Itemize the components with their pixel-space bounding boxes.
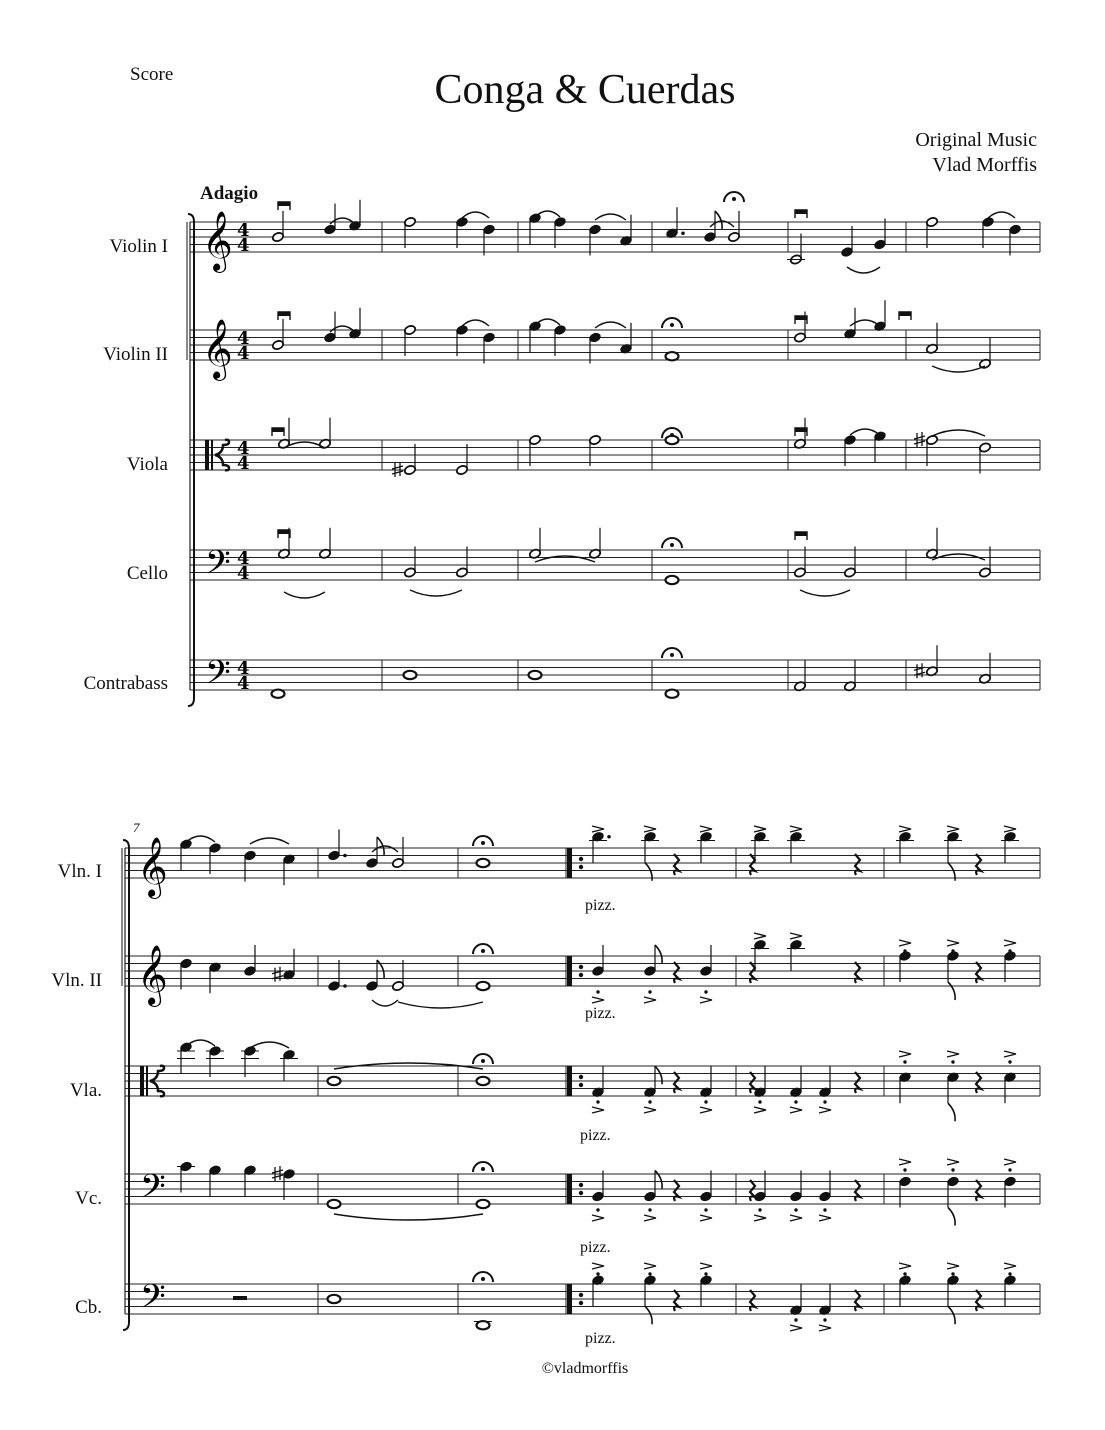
whole-note <box>666 690 679 698</box>
repeat-dot <box>579 1191 583 1195</box>
note-flag <box>655 1171 662 1189</box>
staccato-dot <box>1008 1168 1011 1171</box>
instrument-name-vla: Vla. <box>69 1080 102 1101</box>
fermata-dot <box>670 433 674 437</box>
time-signature-top: 4 <box>237 220 250 241</box>
fermata-dot <box>670 653 674 657</box>
system-bracket <box>123 840 129 1330</box>
slur <box>595 322 626 328</box>
credit-line-1: Original Music <box>915 129 1037 151</box>
downbow-bar <box>278 202 290 206</box>
repeat-dot <box>579 865 583 869</box>
repeat-thick-bar <box>567 956 572 986</box>
bass-clef: 𝄢 <box>205 654 231 700</box>
whole-rest <box>233 1296 247 1300</box>
pizz-label-vln2: pizz. <box>585 1005 616 1022</box>
tempo-marking: Adagio <box>200 183 259 204</box>
instrument-name-vln-2: Vln. II <box>51 970 102 991</box>
downbow-bar <box>795 428 807 432</box>
slur <box>462 212 489 218</box>
accent-mark <box>592 1107 604 1113</box>
accent-mark <box>947 826 959 832</box>
note-flag <box>948 982 955 1000</box>
staccato-dot <box>951 835 954 838</box>
whole-note <box>404 671 417 679</box>
staccato-dot <box>823 1100 826 1103</box>
staccato-dot <box>1008 835 1011 838</box>
time-signature-bottom: 4 <box>237 453 250 474</box>
instrument-name-cello: Cello <box>126 563 168 584</box>
whole-note <box>328 1077 341 1085</box>
time-signature-bottom: 4 <box>237 343 250 364</box>
slur <box>535 556 595 562</box>
quarter-rest <box>674 1072 679 1093</box>
instrument-name-viola: Viola <box>126 454 168 475</box>
accent-mark <box>644 1263 656 1269</box>
downbow-bar <box>795 532 807 536</box>
staccato-dot <box>596 1272 599 1275</box>
downbow-bar <box>795 210 807 214</box>
quarter-rest <box>976 1180 981 1201</box>
staccato-dot <box>823 1208 826 1211</box>
score-label: Score <box>130 64 174 85</box>
accent-mark <box>790 1325 802 1331</box>
repeat-thick-bar <box>567 1284 572 1314</box>
fermata-dot <box>481 1059 485 1063</box>
staccato-dot <box>704 990 707 993</box>
whole-note <box>477 982 490 990</box>
whole-note <box>272 690 285 698</box>
fermata-dot <box>481 1277 485 1281</box>
treble-clef: 𝄞 <box>202 211 233 271</box>
instrument-name-cb: Cb. <box>75 1297 102 1318</box>
measure-number: 7 <box>133 820 140 835</box>
accent-mark <box>947 1051 959 1057</box>
staccato-dot <box>823 1318 826 1321</box>
accent-mark <box>754 933 766 939</box>
staccato-dot <box>648 1100 651 1103</box>
downbow-bar <box>899 312 911 316</box>
repeat-dot <box>579 857 583 861</box>
bass-clef: 𝄢 <box>140 1168 166 1214</box>
staccato-dot <box>1008 949 1011 952</box>
staccato-dot <box>794 942 797 945</box>
repeat-dot <box>579 1075 583 1079</box>
instrument-name-violin-2: Violin II <box>103 344 168 365</box>
accent-mark <box>790 826 802 832</box>
whole-note <box>529 671 542 679</box>
credit-line-2: Vlad Morffis <box>932 154 1037 176</box>
accent-mark <box>947 940 959 946</box>
treble-clef: 𝄞 <box>137 945 168 1005</box>
staccato-dot <box>704 1208 707 1211</box>
bass-clef: 𝄢 <box>140 1278 166 1324</box>
staccato-dot <box>951 1060 954 1063</box>
staccato-dot <box>648 835 651 838</box>
staccato-dot <box>704 1100 707 1103</box>
fermata-dot <box>481 949 485 953</box>
repeat-dot <box>579 1293 583 1297</box>
accent-mark <box>592 997 604 1003</box>
copyright-notice: ©vladmorffis <box>541 1360 629 1377</box>
accent-mark <box>700 1107 712 1113</box>
note-dot <box>681 231 685 235</box>
quarter-rest <box>674 1290 679 1311</box>
page-title: Conga & Cuerdas <box>434 67 736 113</box>
repeat-dot <box>579 1301 583 1305</box>
quarter-rest <box>976 854 981 875</box>
accent-mark <box>899 1051 911 1057</box>
slur <box>372 846 398 852</box>
note-flag <box>645 1306 652 1324</box>
staccato-dot <box>903 835 906 838</box>
slur <box>847 267 880 273</box>
whole-note <box>477 1321 490 1329</box>
staccato-dot <box>648 990 651 993</box>
repeat-thick-bar <box>567 1174 572 1204</box>
repeat-thick-bar <box>567 848 572 878</box>
staccato-dot <box>903 949 906 952</box>
accent-mark <box>819 1215 831 1221</box>
slur <box>284 592 325 598</box>
pizz-label-vln1: pizz. <box>585 897 616 914</box>
accent-mark <box>700 1215 712 1221</box>
note-flag <box>948 1103 955 1121</box>
whole-note <box>666 576 679 584</box>
treble-clef: 𝄞 <box>137 837 168 897</box>
accent-mark <box>899 826 911 832</box>
fermata-dot <box>481 841 485 845</box>
accent-mark <box>899 940 911 946</box>
note-flag <box>948 1306 955 1324</box>
downbow-bar <box>278 312 290 316</box>
quarter-rest <box>674 1180 679 1201</box>
accent-mark <box>1004 1159 1016 1165</box>
accent-mark <box>644 997 656 1003</box>
accent-mark <box>790 1107 802 1113</box>
quarter-rest <box>855 1180 860 1201</box>
fermata-dot <box>481 1167 485 1171</box>
staccato-dot <box>951 1272 954 1275</box>
whole-note <box>477 859 490 867</box>
instrument-name-violin-1: Violin I <box>109 236 168 257</box>
downbow-bar <box>795 316 807 320</box>
time-signature-top: 4 <box>237 658 250 679</box>
accent-mark <box>700 997 712 1003</box>
accent-mark <box>644 826 656 832</box>
alto-clef-bar <box>146 1066 148 1096</box>
whole-note <box>477 1200 490 1208</box>
time-signature-bottom: 4 <box>237 673 250 694</box>
accent-mark <box>899 1159 911 1165</box>
pizz-label-vla: pizz. <box>580 1127 611 1144</box>
whole-note <box>666 436 679 444</box>
slur <box>462 320 489 326</box>
staccato-dot <box>648 1272 651 1275</box>
quarter-rest <box>976 962 981 983</box>
note-flag <box>715 211 722 229</box>
slur <box>398 1002 483 1008</box>
accent-mark <box>754 826 766 832</box>
accent-mark <box>947 1263 959 1269</box>
whole-note <box>328 1295 341 1303</box>
slur <box>850 429 880 435</box>
time-signature-bottom: 4 <box>237 563 250 584</box>
repeat-dot <box>579 965 583 969</box>
whole-note <box>666 352 679 360</box>
staccato-dot <box>596 835 599 838</box>
fermata-dot <box>670 323 674 327</box>
accent-mark <box>1004 826 1016 832</box>
quarter-rest <box>976 1072 981 1093</box>
staccato-dot <box>903 1272 906 1275</box>
staccato-dot <box>1008 1272 1011 1275</box>
quarter-rest <box>674 962 679 983</box>
slur <box>250 1042 289 1048</box>
accent-mark <box>899 1263 911 1269</box>
quarter-rest <box>855 962 860 983</box>
staccato-dot <box>1008 1060 1011 1063</box>
staccato-dot <box>758 1100 761 1103</box>
accent-mark <box>819 1325 831 1331</box>
downbow-bar <box>278 530 290 534</box>
slur <box>372 1000 398 1006</box>
slur <box>800 590 850 596</box>
staccato-dot <box>951 949 954 952</box>
staccato-dot <box>951 1168 954 1171</box>
note-dot <box>343 984 347 988</box>
staccato-dot <box>903 1168 906 1171</box>
staccato-dot <box>794 835 797 838</box>
repeat-dot <box>579 973 583 977</box>
note-flag <box>948 1208 955 1226</box>
time-signature-bottom: 4 <box>237 235 250 256</box>
repeat-thick-bar <box>567 1066 572 1096</box>
treble-clef: 𝄞 <box>202 319 233 379</box>
instrument-name-contrabass: Contrabass <box>83 673 168 694</box>
accent-mark <box>790 1215 802 1221</box>
quarter-rest <box>674 854 679 875</box>
sharp-accidental <box>914 663 925 678</box>
alto-clef-bar <box>140 1066 144 1096</box>
accent-mark <box>592 1215 604 1221</box>
accent-mark <box>754 1107 766 1113</box>
staccato-dot <box>596 1208 599 1211</box>
staccato-dot <box>648 1208 651 1211</box>
slur <box>932 366 985 372</box>
staccato-dot <box>794 1318 797 1321</box>
accent-mark <box>592 1263 604 1269</box>
staccato-dot <box>758 1208 761 1211</box>
quarter-rest <box>855 1290 860 1311</box>
alto-clef-bar <box>211 440 213 470</box>
accent-mark <box>700 826 712 832</box>
slur <box>932 430 985 436</box>
note-dot <box>343 854 347 858</box>
staccato-dot <box>704 835 707 838</box>
bass-clef: 𝄢 <box>205 544 231 590</box>
pizz-label-vc: pizz. <box>580 1239 611 1256</box>
fermata-dot <box>670 543 674 547</box>
time-signature-top: 4 <box>237 438 250 459</box>
accent-mark <box>1004 940 1016 946</box>
accent-mark <box>700 1263 712 1269</box>
staccato-dot <box>596 990 599 993</box>
staccato-dot <box>704 1272 707 1275</box>
instrument-name-vc: Vc. <box>75 1188 102 1209</box>
quarter-rest <box>750 1180 755 1201</box>
accent-mark <box>1004 1051 1016 1057</box>
note-dot <box>607 835 611 839</box>
time-signature-top: 4 <box>237 328 250 349</box>
quarter-rest <box>855 1072 860 1093</box>
time-signature-top: 4 <box>237 548 250 569</box>
quarter-rest <box>750 962 755 983</box>
fermata-dot <box>732 197 736 201</box>
slur <box>988 212 1015 218</box>
note-flag <box>655 945 662 963</box>
accent-mark <box>644 1215 656 1221</box>
note-flag <box>655 1066 662 1084</box>
slur <box>250 838 289 844</box>
slur <box>334 1214 483 1220</box>
note-flag <box>377 960 384 978</box>
accent-mark <box>754 1215 766 1221</box>
staccato-dot <box>794 1100 797 1103</box>
repeat-dot <box>579 1083 583 1087</box>
accent-mark <box>819 1107 831 1113</box>
whole-note <box>328 1200 341 1208</box>
accent-mark <box>1004 1263 1016 1269</box>
quarter-rest <box>750 1290 755 1311</box>
instrument-name-vln-1: Vln. I <box>57 861 102 882</box>
alto-clef-bar <box>205 440 209 470</box>
accent-mark <box>644 1107 656 1113</box>
sharp-accidental <box>272 967 283 982</box>
accent-mark <box>592 826 604 832</box>
system-bracket <box>188 214 194 706</box>
pizz-label-cb: pizz. <box>585 1330 616 1347</box>
accent-mark <box>790 933 802 939</box>
staccato-dot <box>794 1208 797 1211</box>
repeat-dot <box>579 1183 583 1187</box>
quarter-rest <box>976 1290 981 1311</box>
slur <box>595 214 626 220</box>
staccato-dot <box>903 1060 906 1063</box>
downbow-bar <box>272 428 284 432</box>
accent-mark <box>947 1159 959 1165</box>
staccato-dot <box>758 942 761 945</box>
quarter-rest <box>855 854 860 875</box>
slur <box>410 590 462 596</box>
quarter-rest <box>750 1072 755 1093</box>
quarter-rest <box>750 854 755 875</box>
staccato-dot <box>758 835 761 838</box>
whole-note <box>477 1077 490 1085</box>
staccato-dot <box>596 1100 599 1103</box>
